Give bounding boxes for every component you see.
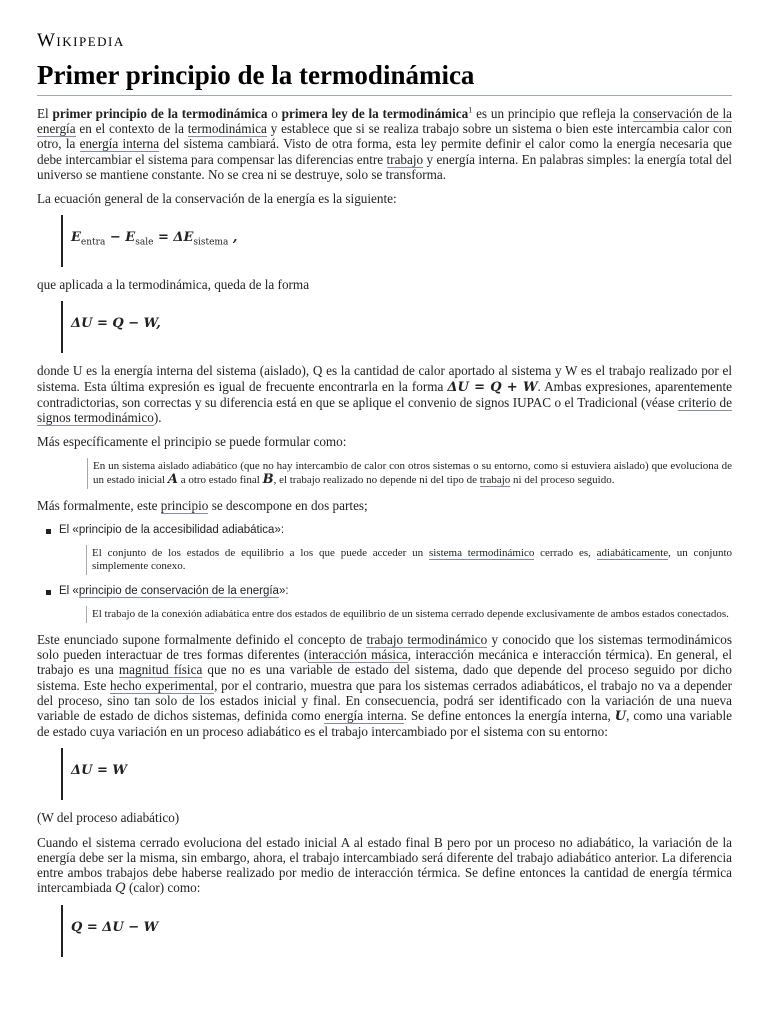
reference-link[interactable]: 1 [468,105,473,115]
inline-formula: ΔU = Q + W [447,379,538,395]
blockquote-principle: En un sistema aislado adiabático (que no hay intercambio de calor con otros sistemas o su entorno, como si estuviera aislado) que evoluciona de un estado inicial A a otro estado final B, el trabajo realizado no depende ni del tipo de trabajo ni del proceso seguido. [87,458,732,489]
principle-list [37,523,732,538]
wdel-paragraph: (W del proceso adiabático) [37,810,180,826]
link-magnitud-fisica[interactable]: magnitud física [118,662,203,678]
equation-conservation: $E_{entra} - E_{sale} = \Delta E_{sistema}$ , [61,215,732,267]
equation-adiabatic: ΔU = W [61,748,732,800]
donde-paragraph: donde U es la energía interna del sistema (aislado), Q es la cantidad de calor aportado al sistema y W es el trabajo realizado por el sistema. Esta última expresión es igual de frecuente encontrarla en la forma ΔU = Q + W. Ambas expresiones, aparentemente contradictorias, son correctas y su diferencia está en que se aplique el convenio de signos IUPAC o el Tradicional (véase criterio de signos termodinámico). [37,363,732,426]
link-adiabaticamente[interactable]: adiabáticamente [596,546,669,559]
link-conservacion-energia[interactable]: conservación de la energía [37,106,733,137]
link-hecho-experimental[interactable]: hecho experimental [110,677,215,693]
equation-heat: Q = ΔU − W [61,905,732,957]
link-trabajo[interactable]: trabajo [386,151,424,167]
link-sistema-termodinamico[interactable]: sistema termodinámico [428,546,535,559]
page-title: Primer principio de la termodinámica [37,60,475,90]
formal-paragraph: Más formalmente, este principio se descompone en dos partes; [37,498,368,514]
principle-list-2 [37,584,732,599]
link-trabajo-quote[interactable]: trabajo [479,474,511,487]
link-principio-conservacion[interactable]: principio de conservación de la energía [78,584,279,597]
list-item: El «principio de la accesibilidad adiabática»: [37,523,732,538]
general-equation-intro: La ecuación general de la conservación de la energía es la siguiente: [37,191,397,207]
term-bold-alt: primera ley de la termodinámica [281,106,469,121]
link-energia-interna-2[interactable]: energía interna [324,708,404,724]
wikipedia-logo[interactable]: Wikipedia [37,30,125,51]
article-body [37,106,732,967]
link-energia-interna[interactable]: energía interna [79,136,160,152]
applied-paragraph: que aplicada a la termodinámica, queda de la forma [37,277,310,293]
blockquote-conservacion: El trabajo de la conexión adiabática entre dos estados de equilibrio de un sistema cerrado depende exclusivamente de ambos estados conectados. [86,606,732,623]
equation-first-law: ΔU = Q − W, [61,301,732,353]
cuando-paragraph: Cuando el sistema cerrado evoluciona del estado inicial A al estado final B pero por un proceso no adiabático, la variación de la energía debe ser la misma, sin embargo, ahora, el trabajo intercambiado será diferente del trabajo adiabático anterior. La diferencia entre ambos trabajos debe haberse realizado por medio de interacción térmica. Se define entonces la cantidad de energía térmica intercambiada Q (calor) como: [37,834,732,897]
especifica-paragraph: Más específicamente el principio se puede formular como: [37,434,347,450]
term-bold: primer principio de la termodinámica [52,106,268,121]
blockquote-accesibilidad: El conjunto de los estados de equilibrio a los que puede acceder un sistema termodinámico cerrado es, adiabáticamente, un conjunto simplemente conexo. [86,545,732,575]
link-termodinamica[interactable]: termodinámica [187,121,267,137]
list-item: El «principio de conservación de la energía»: [37,584,732,599]
intro-paragraph: El primer principio de la termodinámica o primera ley de la termodinámica$^1$ es un principio que refleja la conservación de la energía en el contexto de la termodinámica y establece que si se realiza trabajo sobre un sistema o bien este intercambia calor con otro, la energía interna del sistema cambiará. Visto de otra forma, esta ley permite definir el calor como la energía necesaria que debe intercambiar el sistema para compensar las diferencias entre trabajo y energía interna. En palabras simples: la energía total del universo se mantiene constante. No se crea ni se destruye, solo se transforma. [37,105,733,182]
link-interaccion-masica[interactable]: interacción másica [308,647,408,663]
enunciado-paragraph: Este enunciado supone formalmente definido el concepto de trabajo termodinámico y conocido que los sistemas termodinámicos solo pueden interactuar de tres formas diferentes (interacción másica, interacción mecánica e interacción térmica). En general, el trabajo es una magnitud física que no es una variable de estado del sistema, dado que depende del proceso seguido por dicho sistema. Este hecho experimental, por el contrario, muestra que para los sistemas cerrados adiabáticos, el trabajo no va a depender del proceso, sino tan solo de los estados inicial y final. En consecuencia, podrá ser identificado con la variación de una nueva variable de estado de dichos sistemas, definida como energía interna. Se define entonces la energía interna, U, como una variable de estado cuya variación en un proceso adiabático es el trabajo intercambiado por el sistema con su entorno: [37,632,732,740]
title-divider [37,95,732,96]
link-trabajo-termodinamico[interactable]: trabajo termodinámico [366,632,488,648]
link-principio[interactable]: principio [160,498,209,514]
link-criterio-signos[interactable]: criterio de signos termodinámico [37,394,732,426]
